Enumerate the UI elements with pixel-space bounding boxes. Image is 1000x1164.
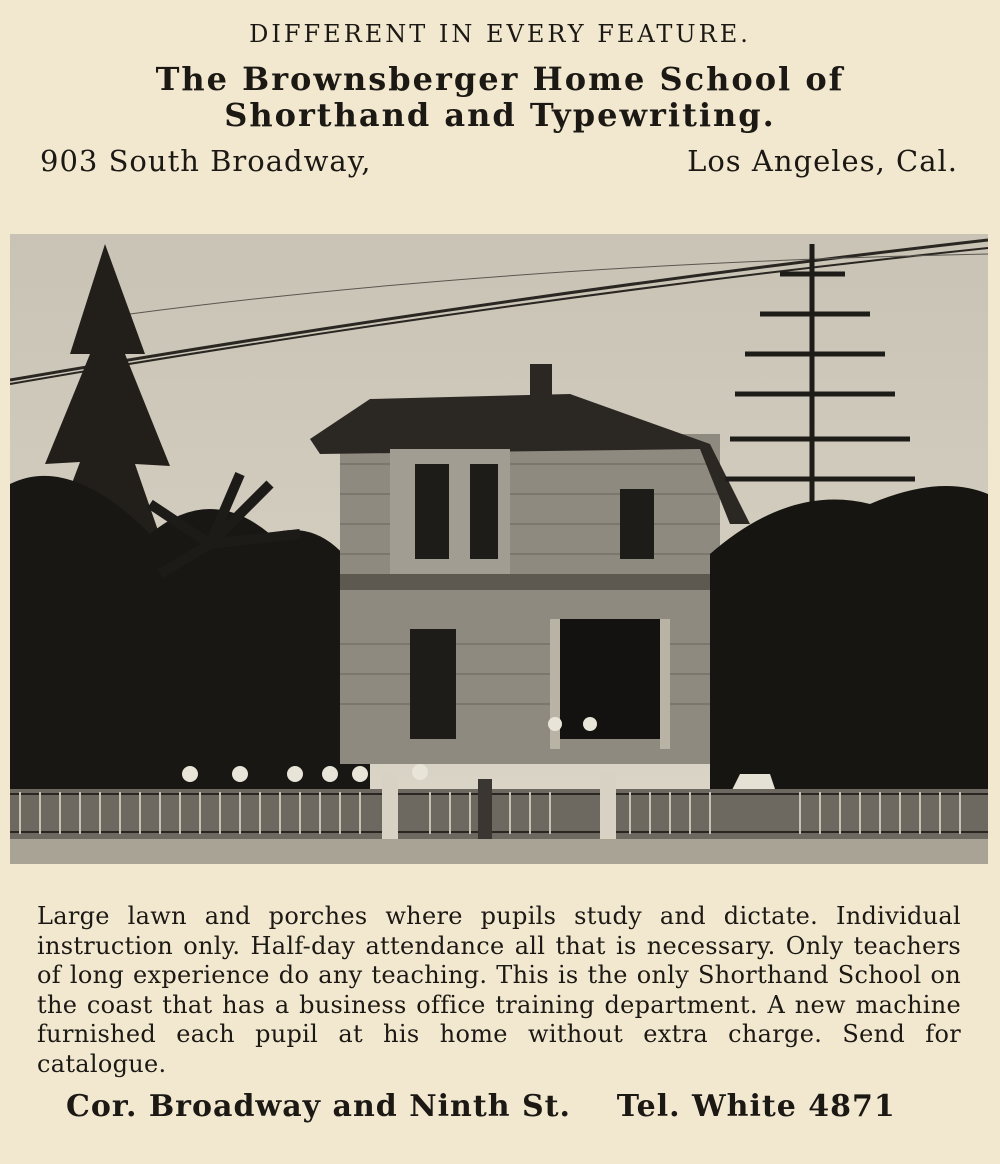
house-illustration	[10, 234, 988, 864]
school-title-line2: Shorthand and Typewriting.	[224, 96, 776, 134]
street-address: 903 South Broadway,	[40, 144, 372, 178]
tagline: DIFFERENT IN EVERY FEATURE.	[249, 20, 751, 48]
city-address: Los Angeles, Cal.	[687, 144, 958, 178]
school-house-photo	[10, 234, 988, 864]
phone-text: Tel. White 4871	[616, 1089, 896, 1124]
location-text: Cor. Broadway and Ninth St.	[66, 1089, 571, 1124]
description-paragraph: Large lawn and porches where pupils study and dictate. Individual instruction only. Half-day attendance all that is necessary. Only teachers of long experience do any teaching. This is the only Shorthand School on the coast that has a business office training department. A new machine furnished each pupil at his home without extra charge. Send for catalogue.	[37, 902, 961, 1078]
contact-line	[66, 1089, 896, 1124]
school-title-line1: The Brownsberger Home School of	[155, 60, 845, 98]
